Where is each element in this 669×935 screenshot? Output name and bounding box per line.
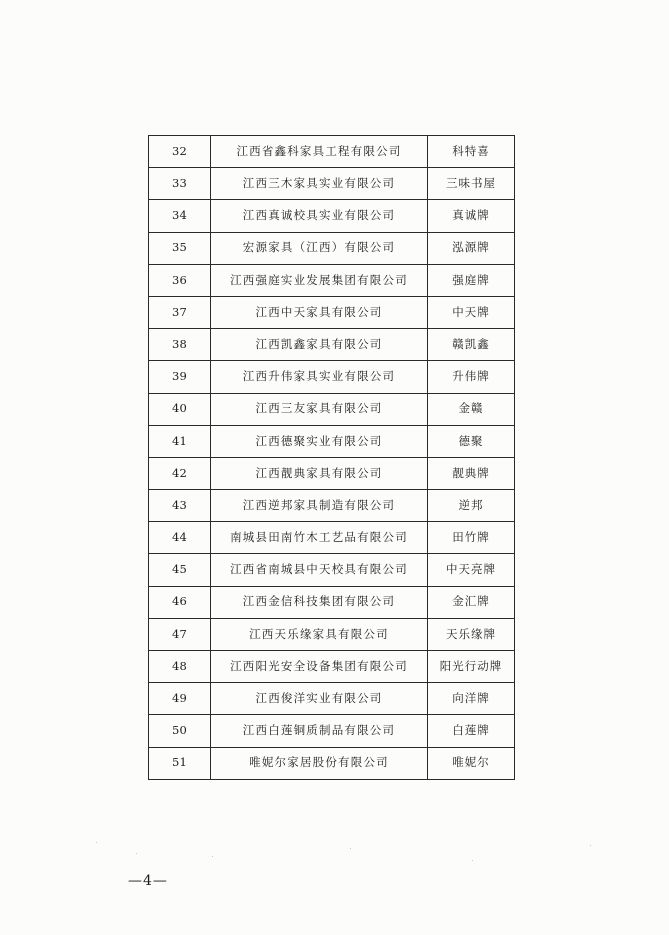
row-number: 34 [149,200,211,232]
scan-speck [590,845,591,846]
company-name: 江西升伟家具实业有限公司 [211,361,428,393]
scan-speck [96,842,97,843]
row-number: 46 [149,586,211,618]
brand-name: 白莲牌 [428,715,515,747]
company-name: 唯妮尔家居股份有限公司 [211,747,428,779]
company-name: 江西白莲铜质制品有限公司 [211,715,428,747]
company-name: 宏源家具（江西）有限公司 [211,232,428,264]
brand-name: 赣凯鑫 [428,329,515,361]
brand-name: 升伟牌 [428,361,515,393]
brand-name: 三味书屋 [428,168,515,200]
brand-name: 唯妮尔 [428,747,515,779]
row-number: 45 [149,554,211,586]
brand-name: 德聚 [428,425,515,457]
brand-name: 金赣 [428,393,515,425]
brand-name: 阳光行动牌 [428,651,515,683]
row-number: 33 [149,168,211,200]
row-number: 39 [149,361,211,393]
company-name: 江西金信科技集团有限公司 [211,586,428,618]
table-row [149,715,515,747]
brand-name: 金汇牌 [428,586,515,618]
brand-name: 科特喜 [428,136,515,168]
table-row [149,747,515,779]
company-name: 江西凯鑫家具有限公司 [211,329,428,361]
row-number: 36 [149,264,211,296]
brand-name: 泓源牌 [428,232,515,264]
table-row [149,168,515,200]
table-row [149,200,515,232]
table-row [149,554,515,586]
table-row [149,393,515,425]
row-number: 50 [149,715,211,747]
row-number: 41 [149,425,211,457]
company-name: 江西俊洋实业有限公司 [211,683,428,715]
page-number: —4— [128,873,168,889]
company-name: 江西阳光安全设备集团有限公司 [211,651,428,683]
brand-list-body [149,136,515,780]
brand-name: 靓典牌 [428,457,515,489]
row-number: 47 [149,618,211,650]
table-row [149,457,515,489]
row-number: 49 [149,683,211,715]
table-row [149,425,515,457]
brand-name: 中天亮牌 [428,554,515,586]
row-number: 38 [149,329,211,361]
row-number: 48 [149,651,211,683]
scan-speck [350,848,351,849]
table-row [149,361,515,393]
row-number: 42 [149,457,211,489]
table-row [149,296,515,328]
company-name: 江西强庭实业发展集团有限公司 [211,264,428,296]
row-number: 44 [149,522,211,554]
row-number: 51 [149,747,211,779]
row-number: 37 [149,296,211,328]
row-number: 35 [149,232,211,264]
brand-name: 强庭牌 [428,264,515,296]
table-row [149,136,515,168]
brand-name: 逆邦 [428,490,515,522]
row-number: 32 [149,136,211,168]
row-number: 40 [149,393,211,425]
brand-name: 田竹牌 [428,522,515,554]
company-name: 江西真诚校具实业有限公司 [211,200,428,232]
company-name: 江西省南城县中天校具有限公司 [211,554,428,586]
table-row [149,586,515,618]
table-row [149,490,515,522]
brand-list-table [148,135,515,780]
table-row [149,232,515,264]
company-name: 江西德聚实业有限公司 [211,425,428,457]
scan-speck [472,860,473,861]
brand-name: 向洋牌 [428,683,515,715]
brand-name: 中天牌 [428,296,515,328]
company-name: 江西省鑫科家具工程有限公司 [211,136,428,168]
scan-speck [136,853,137,854]
row-number: 43 [149,490,211,522]
brand-name: 真诚牌 [428,200,515,232]
company-name: 江西逆邦家具制造有限公司 [211,490,428,522]
table-row [149,651,515,683]
table-row [149,683,515,715]
table-row [149,522,515,554]
company-name: 江西靓典家具有限公司 [211,457,428,489]
company-name: 江西三友家具有限公司 [211,393,428,425]
table-row [149,618,515,650]
table-row [149,264,515,296]
company-name: 江西中天家具有限公司 [211,296,428,328]
brand-name: 天乐缘牌 [428,618,515,650]
table-row [149,329,515,361]
company-name: 江西天乐缘家具有限公司 [211,618,428,650]
scan-speck [212,856,213,857]
company-name: 南城县田南竹木工艺品有限公司 [211,522,428,554]
company-name: 江西三木家具实业有限公司 [211,168,428,200]
